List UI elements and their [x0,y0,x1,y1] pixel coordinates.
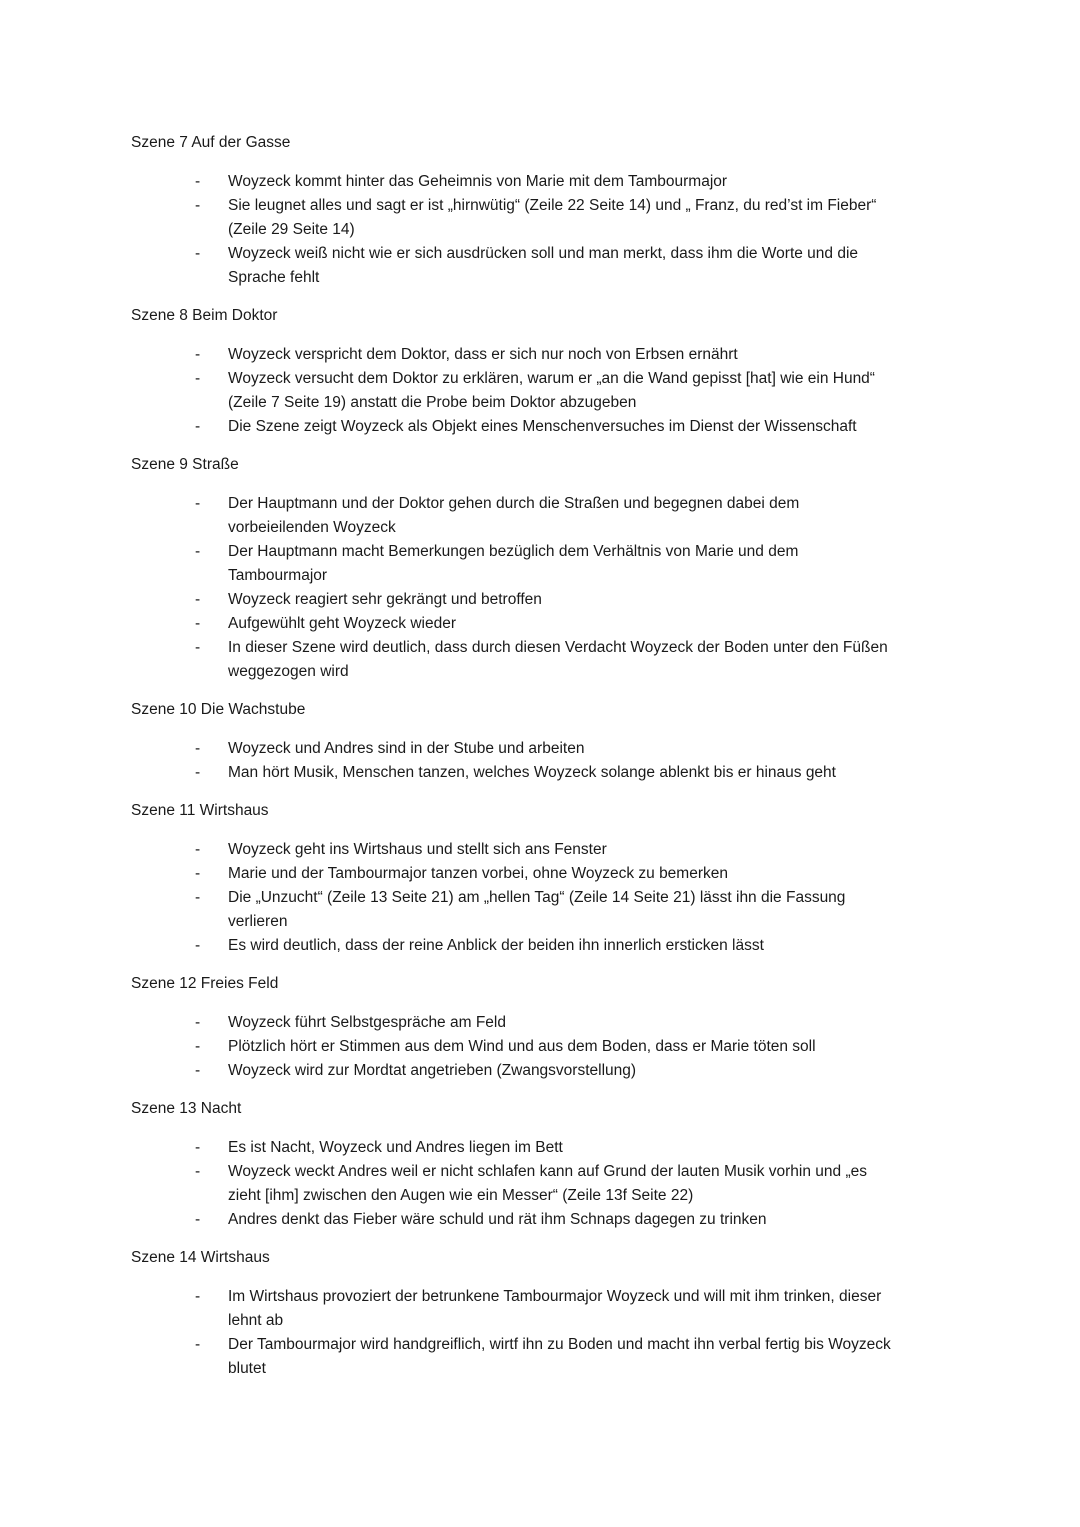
list-item [131,1333,961,1381]
list-item [131,1285,961,1333]
dash-marker: - [195,345,201,363]
bullet-text-line: verlieren [228,912,288,930]
scene-section [131,1246,961,1381]
dash-marker: - [195,244,201,262]
dash-marker: - [195,1335,201,1353]
scene-heading: Szene 14 Wirtshaus [131,1249,270,1266]
list-item [131,492,961,540]
dash-marker: - [195,1287,201,1305]
scene-heading: Szene 13 Nacht [131,1100,242,1117]
list-item [131,415,961,439]
dash-marker: - [195,1061,201,1079]
bullet-text-line: (Zeile 29 Seite 14) [228,220,355,238]
scene-section [131,1097,961,1232]
dash-marker: - [195,1138,201,1156]
bullet-text-line: Woyzeck weiß nicht wie er sich ausdrücken soll und man merkt, dass ihm die Worte und die [228,244,859,262]
list-item [131,1208,961,1232]
list-item [131,862,961,886]
dash-marker: - [195,739,201,757]
dash-marker: - [195,936,201,954]
bullet-text-line: zieht [ihm] zwischen den Augen wie ein Messer“ (Zeile 13f Seite 22) [228,1186,694,1204]
dash-marker: - [195,542,201,560]
bullet-text-line: Woyzeck verspricht dem Doktor, dass er sich nur noch von Erbsen ernährt [228,345,738,363]
bullet-text-line: vorbeieilenden Woyzeck [228,518,396,536]
document-content [131,131,961,1395]
list-item [131,761,961,785]
list-item [131,343,961,367]
list-item [131,1035,961,1059]
bullet-text-line: Aufgewühlt geht Woyzeck wieder [228,614,457,632]
bullet-list [131,492,961,684]
scene-heading: Szene 9 Straße [131,456,239,473]
list-item [131,934,961,958]
dash-marker: - [195,888,201,906]
bullet-text-line: Woyzeck geht ins Wirtshaus und stellt sich ans Fenster [228,840,607,858]
bullet-list [131,838,961,958]
bullet-text-line: In dieser Szene wird deutlich, dass durch diesen Verdacht Woyzeck der Boden unter den Füßen [228,638,888,656]
bullet-text-line: Woyzeck wird zur Mordtat angetrieben (Zwangsvorstellung) [228,1061,637,1079]
dash-marker: - [195,1210,201,1228]
bullet-text-line: Sie leugnet alles und sagt er ist „hirnwütig“ (Zeile 22 Seite 14) und „ Franz, du red’st im Fieber“ [228,196,877,214]
bullet-text-line: Woyzeck weckt Andres weil er nicht schlafen kann auf Grund der lauten Musik vorhin und „es [228,1162,867,1180]
list-item [131,886,961,934]
scene-section [131,131,961,290]
bullet-text-line: blutet [228,1359,266,1377]
list-item [131,1160,961,1208]
bullet-list [131,170,961,290]
list-item [131,588,961,612]
scene-section [131,453,961,684]
bullet-list [131,737,961,785]
scene-heading: Szene 7 Auf der Gasse [131,134,291,151]
scene-section [131,972,961,1083]
list-item [131,737,961,761]
scene-heading: Szene 12 Freies Feld [131,975,279,992]
bullet-text-line: Man hört Musik, Menschen tanzen, welches Woyzeck solange ablenkt bis er hinaus geht [228,763,836,781]
bullet-text-line: Woyzeck reagiert sehr gekrängt und betroffen [228,590,542,608]
dash-marker: - [195,417,201,435]
dash-marker: - [195,1162,201,1180]
bullet-text-line: Woyzeck und Andres sind in der Stube und arbeiten [228,739,585,757]
list-item [131,612,961,636]
dash-marker: - [195,590,201,608]
scene-section [131,304,961,439]
scene-heading: Szene 10 Die Wachstube [131,701,306,718]
bullet-list [131,343,961,439]
list-item [131,636,961,684]
list-item [131,194,961,242]
dash-marker: - [195,1013,201,1031]
bullet-text-line: Plötzlich hört er Stimmen aus dem Wind und aus dem Boden, dass er Marie töten soll [228,1037,816,1055]
scene-section [131,799,961,958]
bullet-text-line: Sprache fehlt [228,268,320,286]
bullet-text-line: lehnt ab [228,1311,284,1329]
bullet-text-line: Der Hauptmann macht Bemerkungen bezüglich dem Verhältnis von Marie und dem [228,542,799,560]
list-item [131,1011,961,1035]
bullet-list [131,1136,961,1232]
bullet-text-line: Tambourmajor [228,566,328,584]
list-item [131,838,961,862]
bullet-text-line: Im Wirtshaus provoziert der betrunkene Tambourmajor Woyzeck und will mit ihm trinken, dieser [228,1287,882,1305]
dash-marker: - [195,840,201,858]
list-item [131,242,961,290]
bullet-list [131,1011,961,1083]
list-item [131,367,961,415]
bullet-text-line: Es ist Nacht, Woyzeck und Andres liegen im Bett [228,1138,563,1156]
dash-marker: - [195,172,201,190]
bullet-list [131,1285,961,1381]
bullet-text-line: Die „Unzucht“ (Zeile 13 Seite 21) am „hellen Tag“ (Zeile 14 Seite 21) lässt ihn die Fassung [228,888,846,906]
scene-section [131,698,961,785]
dash-marker: - [195,763,201,781]
scene-heading: Szene 11 Wirtshaus [131,802,269,819]
bullet-text-line: Andres denkt das Fieber wäre schuld und rät ihm Schnaps dagegen zu trinken [228,1210,767,1228]
list-item [131,1059,961,1083]
bullet-text-line: (Zeile 7 Seite 19) anstatt die Probe beim Doktor abzugeben [228,393,637,411]
bullet-text-line: Der Tambourmajor wird handgreiflich, wirtf ihn zu Boden und macht ihn verbal fertig bis Woyzeck [228,1335,891,1353]
dash-marker: - [195,864,201,882]
dash-marker: - [195,494,201,512]
bullet-text-line: weggezogen wird [228,662,349,680]
bullet-text-line: Die Szene zeigt Woyzeck als Objekt eines Menschenversuches im Dienst der Wissenschaft [228,417,857,435]
bullet-text-line: Marie und der Tambourmajor tanzen vorbei, ohne Woyzeck zu bemerken [228,864,728,882]
list-item [131,170,961,194]
dash-marker: - [195,614,201,632]
bullet-text-line: Der Hauptmann und der Doktor gehen durch die Straßen und begegnen dabei dem [228,494,800,512]
list-item [131,1136,961,1160]
bullet-text-line: Woyzeck führt Selbstgespräche am Feld [228,1013,506,1031]
bullet-text-line: Es wird deutlich, dass der reine Anblick der beiden ihn innerlich ersticken lässt [228,936,764,954]
scene-heading: Szene 8 Beim Doktor [131,307,278,324]
dash-marker: - [195,196,201,214]
bullet-text-line: Woyzeck kommt hinter das Geheimnis von Marie mit dem Tambourmajor [228,172,728,190]
dash-marker: - [195,638,201,656]
bullet-text-line: Woyzeck versucht dem Doktor zu erklären, warum er „an die Wand gepisst [hat] wie ein Hund“ [228,369,875,387]
dash-marker: - [195,369,201,387]
dash-marker: - [195,1037,201,1055]
list-item [131,540,961,588]
